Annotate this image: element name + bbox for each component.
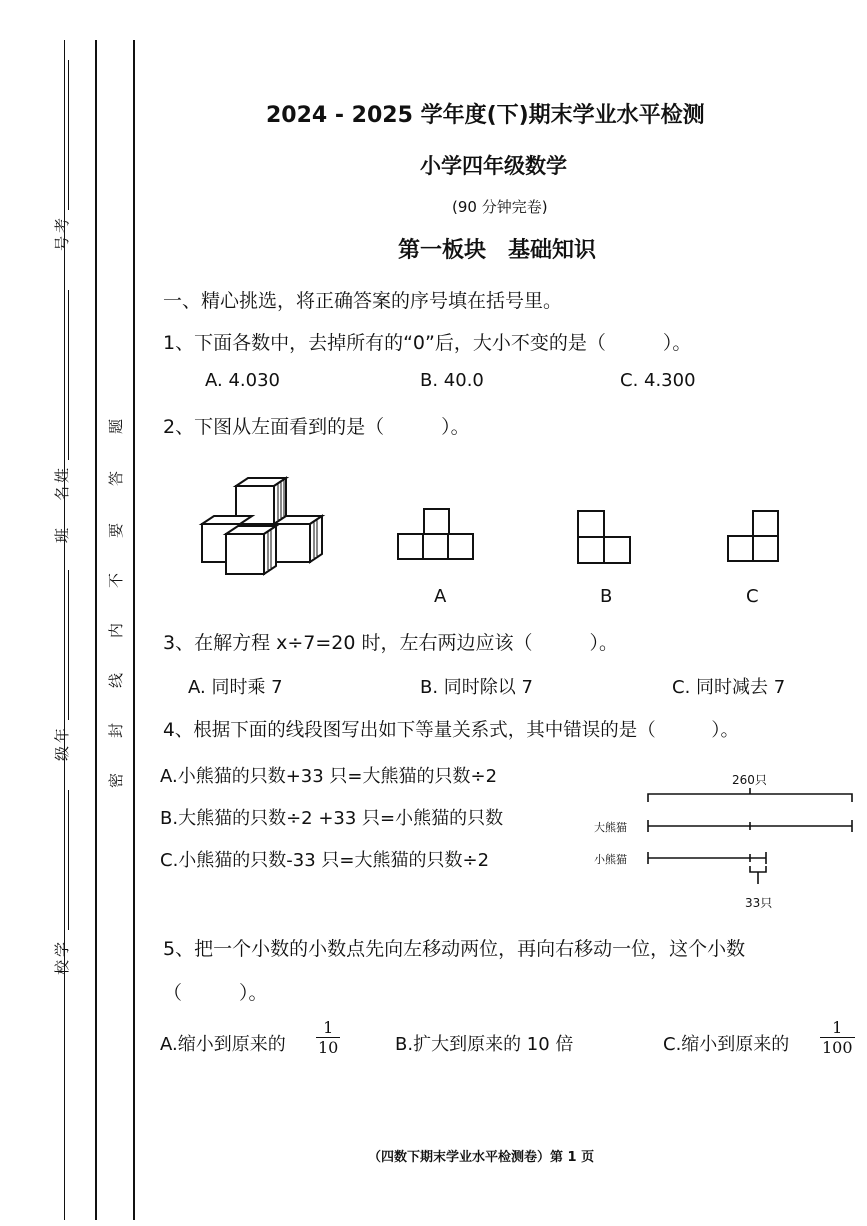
q1-option-a: A. 4.030	[205, 370, 280, 391]
seal-char-8: 密	[107, 772, 126, 789]
cube-stack-figure	[196, 476, 328, 582]
q2-label-b: B	[600, 586, 613, 607]
seal-char-1: 题	[107, 418, 126, 435]
q2-label-c: C	[746, 586, 759, 607]
q5-option-a-denominator: 10	[318, 1038, 339, 1057]
part1-heading: 一、精心挑选，将正确答案的序号填在括号里。	[163, 290, 563, 312]
q2-text: 2、下图从左面看到的是（ ）。	[163, 416, 470, 438]
diagram-small-panda-label: 小熊猫	[594, 853, 627, 866]
panda-segment-diagram	[590, 770, 860, 910]
q5-option-a-fraction	[316, 1018, 340, 1057]
seal-char-4: 不	[107, 572, 126, 589]
seal-char-2: 答	[107, 470, 126, 487]
q5-text: 5、把一个小数的小数点先向左移动两位，再向右移动一位，这个小数	[163, 938, 746, 960]
field-label-exam-no: 考 号	[53, 217, 71, 251]
q4-option-c: C.小熊猫的只数-33 只=大熊猫的只数÷2	[160, 850, 490, 871]
field-line-school	[68, 790, 69, 930]
q1-text: 1、下面各数中，去掉所有的“0”后，大小不变的是（ ）。	[163, 332, 692, 354]
exam-subtitle: 小学四年级数学	[420, 154, 567, 178]
field-label-grade: 年 级	[53, 727, 71, 761]
field-line-grade	[68, 570, 69, 720]
field-line-exam-no	[68, 60, 69, 210]
exam-title: 2024 - 2025 学年度(下)期末学业水平检测	[266, 103, 705, 128]
q5-option-a-numerator: 1	[316, 1018, 340, 1038]
q5-option-c-text: C.缩小到原来的	[663, 1034, 790, 1055]
q5-option-c-fraction	[820, 1018, 855, 1057]
q3-text: 3、在解方程 x÷7=20 时，左右两边应该（ ）。	[163, 632, 619, 654]
field-label-class: 班	[53, 527, 71, 543]
seal-char-7: 封	[107, 722, 126, 739]
diagram-diff-label: 33只	[745, 896, 773, 910]
q5-option-c-numerator: 1	[820, 1018, 855, 1038]
q4-option-b: B.大熊猫的只数÷2 +33 只=小熊猫的只数	[160, 808, 504, 829]
q2-label-a: A	[434, 586, 447, 607]
field-label-name: 姓 名	[53, 467, 71, 501]
q3-option-a: A. 同时乘 7	[188, 677, 283, 698]
q5-option-b-text: B.扩大到原来的 10 倍	[395, 1034, 574, 1055]
seal-char-3: 要	[107, 522, 126, 539]
q4-option-a: A.小熊猫的只数+33 只=大熊猫的只数÷2	[160, 766, 498, 787]
q3-option-c: C. 同时减去 7	[672, 677, 786, 698]
q1-option-c: C. 4.300	[620, 370, 696, 391]
q5-option-c-denominator: 100	[822, 1038, 853, 1057]
field-label-school: 学 校	[53, 941, 71, 975]
page-footer: （四数下期末学业水平检测卷）第 1 页	[368, 1150, 595, 1165]
diagram-big-panda-label: 大熊猫	[594, 821, 627, 834]
margin-line-inner	[133, 40, 135, 1220]
field-line-name	[68, 290, 69, 460]
time-note: (90 分钟完卷)	[452, 198, 548, 216]
q5-blank: （ ）。	[163, 982, 268, 1004]
section-title: 第一板块 基础知识	[398, 238, 597, 263]
seal-char-6: 线	[107, 672, 126, 689]
q5-option-a-text: A.缩小到原来的	[160, 1034, 286, 1055]
q3-option-b: B. 同时除以 7	[420, 677, 533, 698]
seal-char-5: 内	[107, 622, 126, 639]
q4-text: 4、根据下面的线段图写出如下等量关系式，其中错误的是（ ）。	[163, 720, 740, 741]
diagram-total-label: 260只	[732, 773, 767, 787]
q1-option-b: B. 40.0	[420, 370, 484, 391]
margin-line-middle	[95, 40, 97, 1220]
